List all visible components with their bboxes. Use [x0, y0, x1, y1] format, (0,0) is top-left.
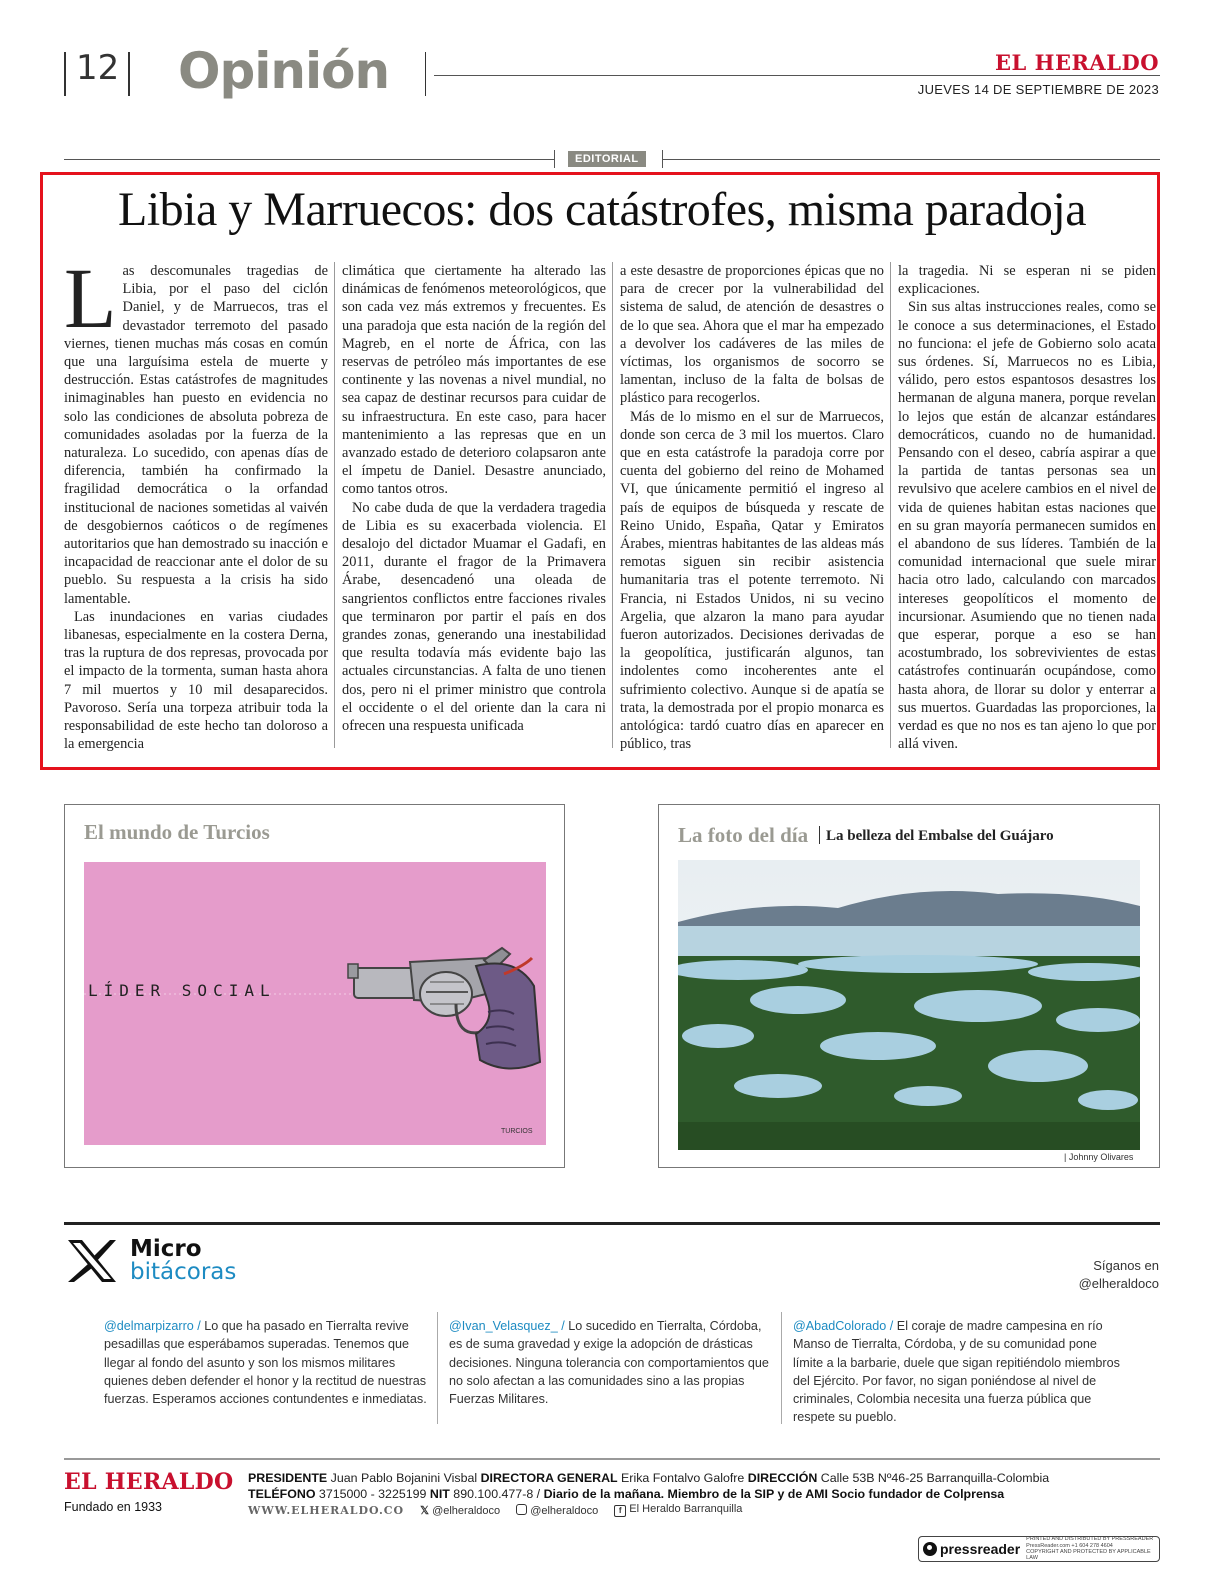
micro-title: Micro [130, 1236, 202, 1262]
tweet-text: El coraje de madre campesina en río Manso de Tierralta, Córdoba, y de su comunidad pone límite a la barbarie, duele que sigan repitiéndolo miembros del Ejército. Por favor, no sigan poniéndose al nivel de criminales, Colombia necesita una fuerza pública que respete su pueblo. [793, 1319, 1120, 1425]
pressreader-badge[interactable] [918, 1536, 1160, 1562]
tweet-item [104, 1317, 434, 1408]
pressreader-icon [923, 1542, 937, 1556]
section-title: Opinión [178, 42, 390, 100]
tweet-divider [437, 1312, 438, 1424]
paragraph: Las inundaciones en varias ciudades libanesas, especialmente en la costera Derna, tras la ruptura de dos represas, provocada por el impacto de la tormenta, suman hasta ahora 7 mil muertos y 10 mil desaparecidos. Pavoroso. Sería una torpeza atribuir toda la responsabilidad de este hecho tan doloroso a la emergencia [64, 608, 328, 753]
x-handle: @elheraldoco [432, 1504, 501, 1517]
tweet-text: Lo que ha pasado en Tierralta revive pesadillas que esperábamos superadas. Tenemos que llegar al fondo del asunto y son los mismos militares quienes deben defender el honor y la rectitud de nuestras fuerzas. Esperamos acciones contundentes e inmediatas. [104, 1319, 427, 1407]
header-divider [64, 52, 66, 96]
cartoon-title: El mundo de Turcios [84, 820, 270, 844]
footer-logo[interactable]: EL HERALDO [64, 1469, 234, 1495]
tweet-divider [781, 1312, 782, 1424]
value: 890.100.477-8 / [453, 1486, 541, 1501]
footer-rule [64, 1458, 1160, 1460]
follow-label: Síganos en [1093, 1258, 1159, 1273]
value: Calle 53B Nº46-25 Barranquilla-Colombia [820, 1471, 1050, 1485]
reservoir-landscape [678, 860, 1140, 1150]
footer-links [248, 1503, 742, 1517]
instagram-link[interactable] [516, 1504, 598, 1517]
cartoon-image[interactable] [84, 862, 546, 1145]
instagram-handle: @elheraldoco [530, 1504, 599, 1517]
founded-year: Fundado en 1933 [64, 1500, 163, 1514]
editorial-headline: Libia y Marruecos: dos catástrofes, misma paradoja [118, 183, 1086, 236]
editorial-rule-right [662, 159, 1160, 160]
photo-title-divider [819, 826, 820, 844]
revolver-illustration [84, 862, 546, 1145]
x-link[interactable] [420, 1504, 500, 1517]
editorial-rule-left [64, 159, 554, 160]
paragraph: a este desastre de proporciones épicas que no para de crecer por la vulnerabilidad del sistema de salud, de atención de desastres o de lo que sea. Ahora que el mar ha empezado a devolver los cadáveres de las miles de víctimas, los organismos de socorro se lamentan, incluso de la falta de bolsas de plástico para recogerlos. [620, 263, 884, 407]
photo-title: La foto del día [678, 823, 809, 847]
drop-cap: L [64, 250, 117, 346]
column-divider [612, 262, 613, 748]
header-rule [434, 75, 1160, 76]
fine-line: PressReader.com +1 604 278 4604 [1026, 1542, 1113, 1549]
tagline: Diario de la mañana. Miembro de la SIP y de AMI Socio fundador de Colprensa [543, 1486, 1005, 1501]
value: Erika Fontalvo Galofre [621, 1471, 745, 1485]
label: DIRECCIÓN [747, 1471, 818, 1485]
column-divider [334, 262, 335, 748]
value: 3715000 - 3225199 [318, 1486, 427, 1501]
follow-us [1079, 1257, 1159, 1293]
editorial-column-4 [898, 262, 1156, 753]
cartoonist-signature: TURCIOS [501, 1128, 533, 1135]
tweet-text: Lo sucedido en Tierralta, Córdoba, es de suma gravedad y exige la adopción de drásticas decisiones. Ninguna tolerancia con comportamientos que no solo afectan a las comunidades sino a las propias Fuerzas Militares. [449, 1319, 769, 1407]
follow-handle[interactable]: @elheraldoco [1078, 1276, 1159, 1291]
fine-line: COPYRIGHT AND PROTECTED BY APPLICABLE LAW [1026, 1549, 1151, 1562]
fine-line: PRINTED AND DISTRIBUTED BY PRESSREADER [1026, 1536, 1154, 1543]
tweet-item [793, 1317, 1123, 1427]
header-divider [425, 52, 426, 96]
label: TELÉFONO [248, 1486, 316, 1501]
micro-top-rule [64, 1222, 1160, 1225]
facebook-link[interactable] [614, 1503, 742, 1517]
paragraph: No cabe duda de que la verdadera tragedia de Libia es su exacerbada violencia. El desalojo del dictador Muamar el Gadafi, en 2011, durante el fragor de la Primavera Árabe, desencadenó una oleada de sangrientos conflictos entre facciones rivales que terminaron por partir el país en dos grandes zonas, generando una inestabilidad que resulta todavía más evidente bajo las actuales circunstancias. A falta de uno tienen dos, pero ni el primer ministro que controla el occidente o el del oriente dan la cara ni ofrecen una respuesta unificada [342, 499, 606, 735]
micro-subtitle: bitácoras [130, 1259, 237, 1285]
issue-date: JUEVES 14 DE SEPTIEMBRE DE 2023 [917, 82, 1159, 97]
x-icon: 𝕏 [420, 1504, 430, 1517]
editorial-column-1 [64, 250, 328, 753]
photo-subtitle: La belleza del Embalse del Guájaro [826, 828, 1054, 844]
pressreader-fine-print [1026, 1536, 1155, 1562]
header-divider [128, 52, 130, 96]
tweet-handle[interactable]: @delmarpizarro / [104, 1319, 201, 1333]
x-logo-icon [66, 1238, 118, 1289]
column-divider [890, 262, 891, 748]
label: DIRECTORA GENERAL [480, 1471, 618, 1485]
facebook-icon: f [614, 1505, 626, 1517]
editorial-column-2 [342, 262, 606, 735]
instagram-icon [516, 1504, 527, 1515]
editorial-rule-tick [554, 150, 555, 168]
tweet-handle[interactable]: @Ivan_Velasquez_ / [449, 1319, 565, 1333]
editorial-tag: EDITORIAL [568, 151, 646, 167]
paragraph: Más de lo mismo en el sur de Marruecos, donde son cerca de 3 mil los muertos. Claro que en esta catástrofe la paradoja corre por cuenta del gobierno del reino de Mohamed VI, que únicamente permitió el ingreso al país de equipos de búsqueda y rescate de Reino Unido, España, Qatar y Emiratos Árabes, mientras habitantes de las aldeas más remotas siguen sin recibir asistencia humanitaria tras el potente terremoto. Ni Francia, ni Estados Unidos, ni su vecino Argelia, que alzaron la mano para ayudar fueron autorizados. Decisiones derivadas de la geopolítica, justificarán algunos, tan indolentes como incoherentes ante el sufrimiento colectivo. Aunque si de apatía se trata, la demostrada por el propio monarca es antológica: tardó cuatro días en aparecer en público, tras [620, 408, 884, 753]
cartoon-caption: LÍDER SOCIAL [88, 981, 276, 1000]
website-link[interactable]: WWW.ELHERALDO.CO [248, 1503, 405, 1517]
photo-image[interactable] [678, 860, 1140, 1150]
credits-line-2 [248, 1487, 1049, 1503]
facebook-name: El Heraldo Barranquilla [629, 1503, 743, 1515]
editorial-column-3 [620, 262, 884, 753]
tweet-handle[interactable]: @AbadColorado / [793, 1319, 894, 1333]
tweet-item [449, 1317, 769, 1408]
page-number: 12 [76, 48, 120, 88]
credits-line-1 [248, 1471, 1049, 1487]
label: NIT [429, 1486, 450, 1501]
pressreader-label: pressreader [940, 1541, 1021, 1557]
masthead-logo[interactable]: EL HERALDO [995, 50, 1159, 75]
paragraph: la tragedia. Ni se esperan ni se piden explicaciones. [898, 263, 1156, 298]
paragraph: climática que ciertamente ha alterado las dinámicas de fenómenos meteorológicos, que son cada vez más extremos y frecuentes. Es una paradoja que esta nación de la región del Magreb, en el norte de África, con las reservas de petróleo más importantes de ese continente y las novenas a nivel mundial, no sea capaz de destinar recursos para cuidar de su infraestructura. En este caso, para hacer mantenimiento a las represas que en un avanzado estado de deterioro colapsaron ante el ímpetu de Daniel. Desastre anunciado, como tantos otros. [342, 263, 606, 498]
value: Juan Pablo Bojanini Visbal [330, 1471, 478, 1485]
footer-credits [248, 1471, 1049, 1502]
paragraph: Sin sus altas instrucciones reales, como se le conoce a sus determinaciones, el Estado no funciona: el jefe de Gobierno solo acata sus órdenes. Sí, Marruecos no es Libia, válido, pero estos espantosos desastres los hermanan de alguna manera, porque revelan lo lejos que están de alcanzar estándares democráticos, cuando no de humanidad. Pensando con el deseo, cabría aspirar a que la partida de tantas personas sea un revulsivo que acelere cambios en el nivel de vida de quienes habitan estas naciones que en su gran mayoría permanecen sumidos en el abandono de sus líderes. También de la comunidad internacional que suele mirar hacia otro lado, calculando con marcados intereses geopolíticos el momento de incursionar. Asumiendo que no tienen nada que esperar, porque a eso se han acostumbrado, los sobrevivientes de estas catástrofes continuarán ocupándose, como hasta ahora, de llorar su dolor y enterrar a sus muertos. Guardadas las proporciones, la verdad es que no nos es tan ajeno lo que por allá viven. [898, 299, 1156, 753]
pressreader-logo [923, 1541, 1020, 1557]
paragraph: as descomunales tragedias de Libia, por el paso del ciclón Daniel, y de Marruecos, tras el devastador terremoto del pasado viernes, tienen muchas más cosas en común que una larguísima estela de muerte y destrucción. Estas catástrofes de magnitudes inimaginables han puesto en evidencia no solo las condiciones de absoluta pobreza de comunidades asoladas por la fuerza de la naturaleza. Lo sucedido, con apenas días de diferencia, también ha confirmado la fragilidad democrática o la orfandad institucional de naciones sometidas al vaivén de desgobiernos caóticos o de regímenes autoritarios que han demostrado su inacción e incapacidad de reaccionar ante el dolor de su pueblo. Su respuesta a la crisis ha sido lamentable. [64, 263, 328, 607]
label: PRESIDENTE [248, 1471, 328, 1485]
photo-credit: | Johnny Olivares [1064, 1152, 1134, 1162]
